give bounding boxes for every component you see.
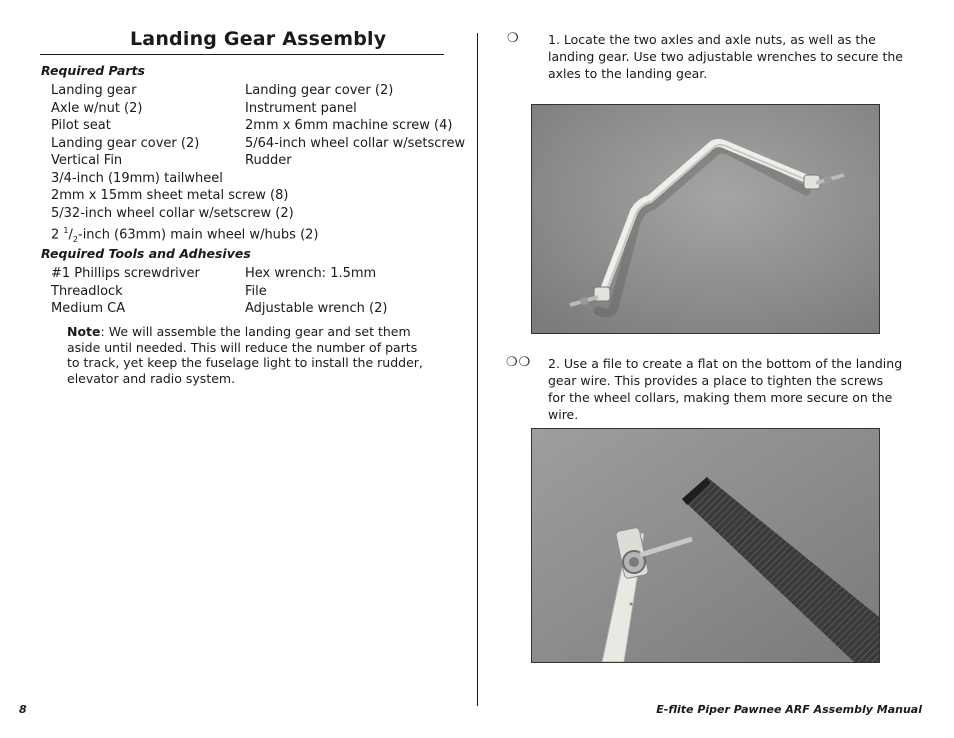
list-item: 5/64-inch wheel collar w/setscrew	[245, 135, 466, 151]
list-item: 5/32-inch wheel collar w/setscrew (2)	[51, 205, 294, 221]
note-label: Note	[67, 324, 101, 339]
filing-photo	[531, 428, 880, 663]
list-item: Rudder	[245, 153, 292, 168]
title-divider	[40, 54, 444, 55]
list-item: Landing gear	[51, 83, 137, 98]
step-1-text: 1. Locate the two axles and axle nuts, as well as the landing gear. Use two adjustable wrenches to secure the axles to the landing gear.	[548, 32, 903, 81]
landing-gear-photo	[531, 104, 880, 334]
column-divider	[477, 33, 478, 706]
list-item: Pilot seat	[51, 118, 111, 133]
manual-title: E-flite Piper Pawnee ARF Assembly Manual	[656, 703, 922, 716]
list-item: 2mm x 6mm machine screw (4)	[245, 118, 453, 133]
page-number: 8	[19, 703, 27, 716]
list-item: File	[245, 283, 267, 299]
filing-illustration	[532, 429, 879, 662]
list-item: Medium CA	[51, 301, 126, 316]
landing-gear-illustration	[532, 105, 879, 333]
assembly-note	[67, 324, 427, 386]
required-tools-list-right	[245, 265, 387, 318]
note-text: : We will assemble the landing gear and set them aside until needed. This will reduce the number of parts to track, yet keep the fuselage light to install the rudder, elevator and radio system.	[67, 324, 423, 386]
list-item: Instrument panel	[245, 100, 357, 116]
required-parts-list-right	[245, 82, 465, 170]
step-2-text: 2. Use a file to create a flat on the bottom of the landing gear wire. This provides a place to tighten the screws for the wheel collars, making them more secure on the wire.	[548, 356, 903, 422]
required-tools-list-left	[51, 265, 200, 318]
list-item: Vertical Fin	[51, 153, 123, 168]
page-title: Landing Gear Assembly	[130, 28, 387, 50]
list-item: Axle w/nut (2)	[51, 100, 143, 116]
list-item-main-wheel: 2 $^1/_2$-inch (63mm) main wheel w/hubs (2)	[51, 226, 319, 244]
step-1-checkbox[interactable]: ❍	[507, 31, 520, 46]
list-item: #1 Phillips screwdriver	[51, 266, 200, 281]
list-item: 3/4-inch (19mm) tailwheel	[51, 170, 223, 186]
list-item: 2mm x 15mm sheet metal screw (8)	[51, 188, 289, 203]
required-parts-heading: Required Parts	[41, 63, 145, 78]
list-item: Adjustable wrench (2)	[245, 301, 388, 316]
list-item: Landing gear cover (2)	[245, 83, 394, 98]
step-2-checkbox[interactable]: ❍❍	[506, 355, 532, 370]
list-item: Hex wrench: 1.5mm	[245, 266, 377, 281]
list-item: Landing gear cover (2)	[51, 135, 200, 151]
required-tools-heading: Required Tools and Adhesives	[41, 246, 251, 261]
list-item: Threadlock	[51, 283, 123, 299]
